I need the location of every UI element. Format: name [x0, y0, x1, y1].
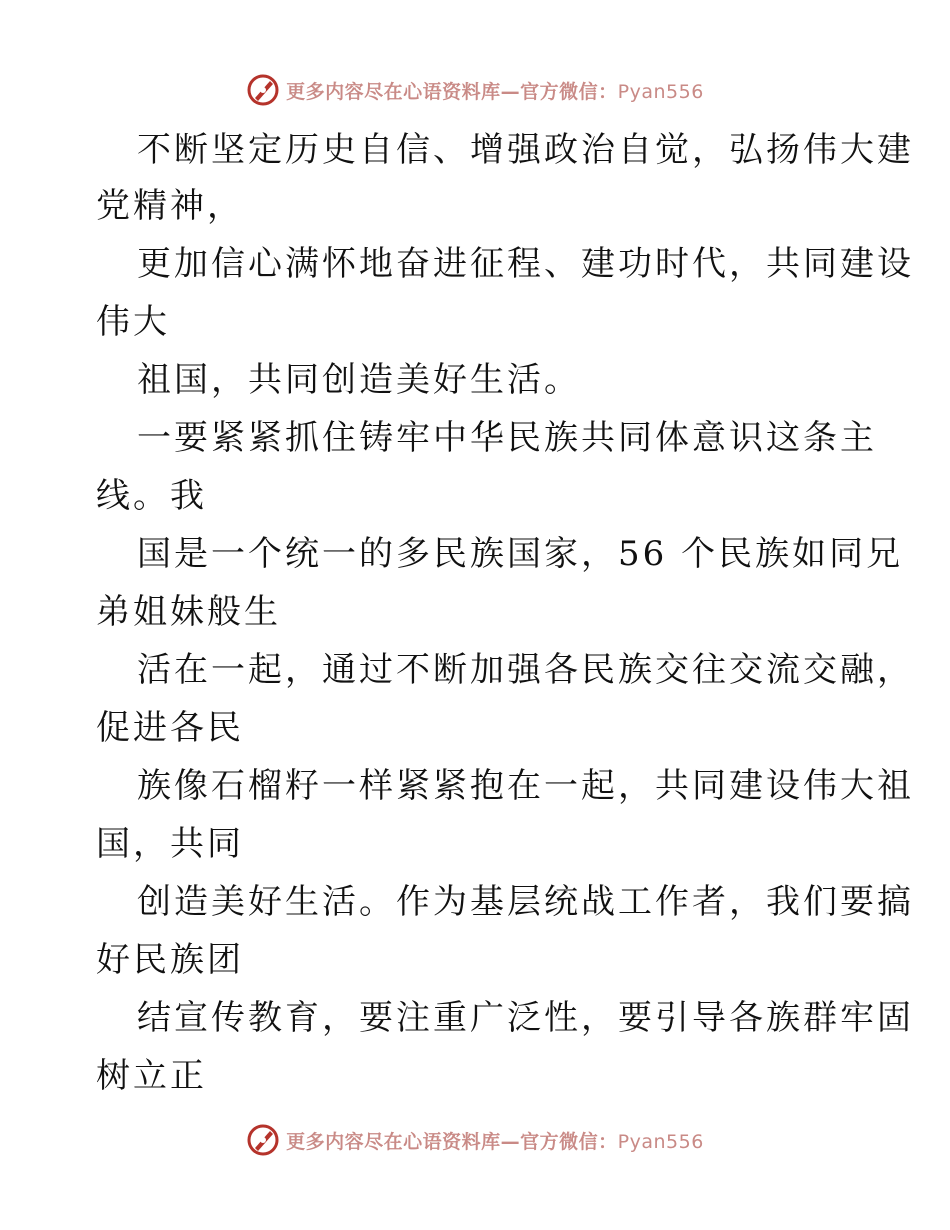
- text-line: 不断坚定历史自信、增强政治自觉，弘扬伟大建: [137, 130, 914, 170]
- text-line: 创造美好生活。作为基层统战工作者，我们要搞: [137, 882, 914, 922]
- text-line: 线。我: [96, 476, 207, 516]
- text-line: 国，共同: [96, 824, 244, 864]
- pen-logo-icon: [246, 73, 280, 107]
- header-watermark-id: Pyan556: [617, 80, 704, 103]
- text-line: 国是一个统一的多民族国家，56 个民族如同兄: [137, 534, 904, 574]
- pen-logo-icon: [246, 1123, 280, 1157]
- text-line: 党精神，: [96, 186, 244, 226]
- text-line: 树立正: [96, 1056, 207, 1096]
- text-line: 活在一起，通过不断加强各民族交往交流交融，: [137, 650, 914, 690]
- header-watermark: [0, 70, 950, 110]
- text-line: 族像石榴籽一样紧紧抱在一起，共同建设伟大祖: [137, 766, 914, 806]
- footer-watermark: [0, 1120, 950, 1160]
- text-line: 结宣传教育，要注重广泛性，要引导各族群牢固: [137, 998, 914, 1038]
- text-line: 好民族团: [96, 940, 244, 980]
- text-line: 祖国，共同创造美好生活。: [137, 360, 581, 400]
- footer-watermark-id: Pyan556: [617, 1130, 704, 1153]
- text-line: 促进各民: [96, 708, 244, 748]
- header-watermark-text: 更多内容尽在心语资料库—官方微信：Pyan556: [286, 80, 704, 103]
- footer-watermark-text: 更多内容尽在心语资料库—官方微信：Pyan556: [286, 1130, 704, 1153]
- text-line: 弟姐妹般生: [96, 592, 281, 632]
- text-line: 更加信心满怀地奋进征程、建功时代，共同建设: [137, 244, 914, 284]
- text-line: 一要紧紧抓住铸牢中华民族共同体意识这条主: [137, 418, 877, 458]
- text-line: 伟大: [96, 302, 170, 342]
